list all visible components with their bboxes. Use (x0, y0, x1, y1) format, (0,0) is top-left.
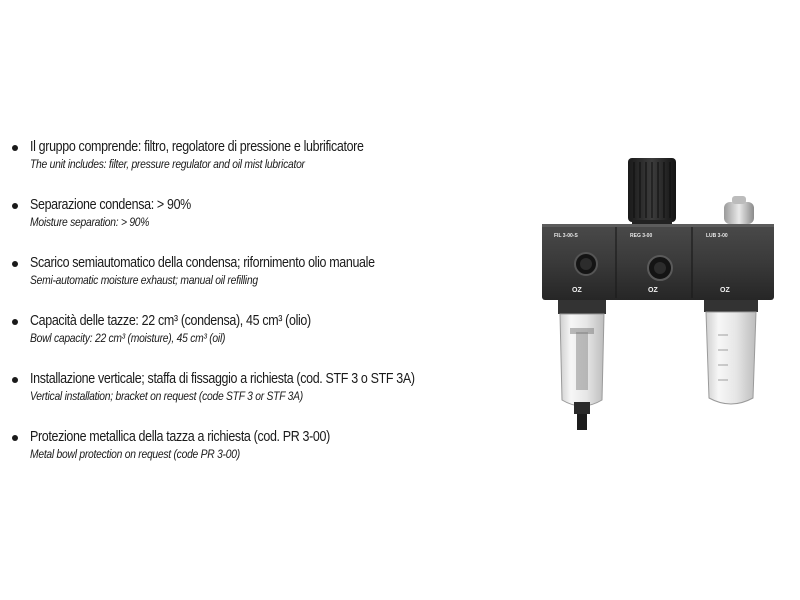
filter-module-label: FIL 3-00-S (554, 233, 578, 239)
filter-bowl (558, 300, 606, 430)
feature-text-it: Protezione metallica della tazza a richiesta (cod. PR 3-00) (30, 429, 330, 445)
feature-item (10, 254, 520, 312)
feature-text-it: Installazione verticale; staffa di fissaggio a richiesta (cod. STF 3 o STF 3A) (30, 371, 415, 387)
frl-unit-illustration (530, 150, 780, 450)
brand-logo: OZ (720, 287, 730, 294)
feature-text-it: Scarico semiautomatico della condensa; rifornimento olio manuale (30, 255, 375, 271)
feature-text-en: Moisture separation: > 90% (30, 215, 150, 229)
bullet-icon (12, 377, 18, 383)
feature-text-it: Capacità delle tazze: 22 cm³ (condensa), 45 cm³ (olio) (30, 313, 311, 329)
lubricator-bowl (704, 300, 758, 404)
oil-filler-cap (724, 196, 754, 224)
bullet-icon (12, 261, 18, 267)
feature-item (10, 196, 520, 254)
feature-item (10, 312, 520, 370)
bullet-icon (12, 145, 18, 151)
regulator-knob (628, 158, 676, 230)
bullet-icon (12, 319, 18, 325)
feature-text-en: Bowl capacity: 22 cm³ (moisture), 45 cm³ (oil) (30, 331, 226, 345)
brand-logo: OZ (572, 287, 582, 294)
bullet-icon (12, 435, 18, 441)
feature-item (10, 428, 520, 486)
regulator-module-label: REG 3-00 (630, 233, 653, 239)
feature-text-en: Vertical installation; bracket on request (code STF 3 or STF 3A) (30, 389, 303, 403)
brand-logo: OZ (648, 287, 658, 294)
lubricator-module-label: LUB 3-00 (706, 233, 728, 239)
feature-text-en: Semi-automatic moisture exhaust; manual oil refilling (30, 273, 258, 287)
feature-item (10, 138, 520, 196)
feature-text-en: The unit includes: filter, pressure regulator and oil mist lubricator (30, 157, 305, 171)
feature-text-it: Separazione condensa: > 90% (30, 197, 191, 213)
bullet-icon (12, 203, 18, 209)
feature-item (10, 370, 520, 428)
feature-list (10, 138, 520, 486)
product-image (530, 150, 780, 450)
regulator-port (648, 256, 672, 280)
feature-text-it: Il gruppo comprende: filtro, regolatore di pressione e lubrificatore (30, 139, 364, 155)
filter-port (575, 253, 597, 275)
feature-text-en: Metal bowl protection on request (code PR 3-00) (30, 447, 240, 461)
